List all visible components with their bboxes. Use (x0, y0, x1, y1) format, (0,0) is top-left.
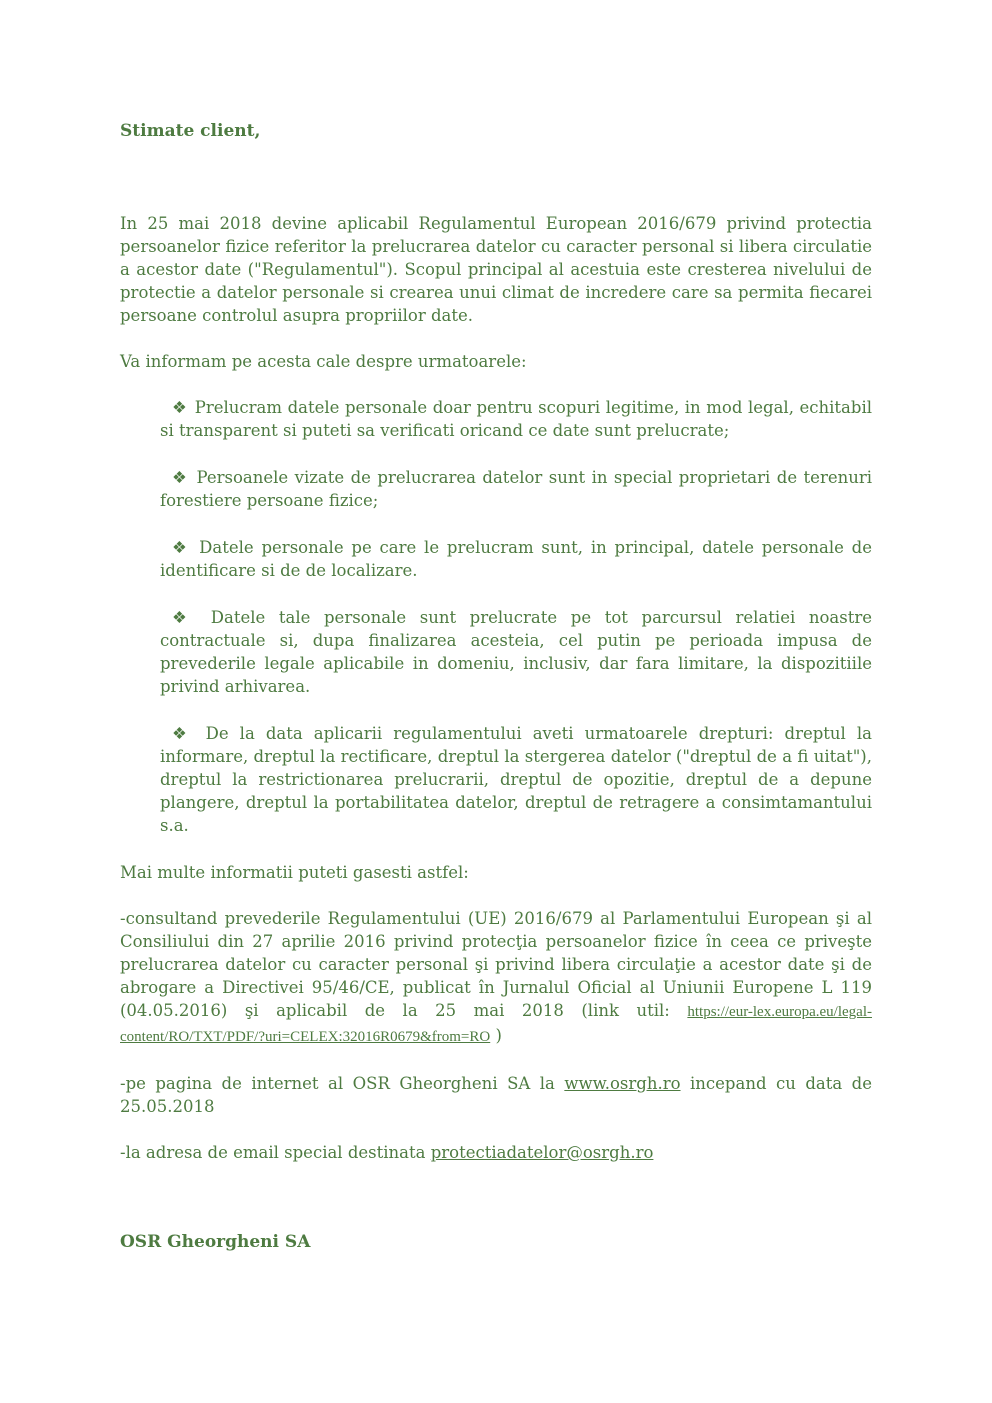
info-website-after: incepand cu data de 25.05.2018 (120, 1074, 872, 1116)
bullet-item-rights (160, 722, 872, 837)
protection-email-link[interactable]: protectiadatelor@osrgh.ro (430, 1143, 654, 1162)
diamond-bullet-icon: ❖ (172, 724, 195, 743)
intro-paragraph: In 25 mai 2018 devine aplicabil Regulamentul European 2016/679 privind protectia persoanelor fizice referitor la prelucrarea datelor cu caracter personal si libera circulatie a acestor date ("Regulamentul"). Scopul principal al acestuia este cresterea nivelului de protectie a datelor personale si crearea unui climat de incredere care sa permita fiecarei persoane controlul asupra propriilor date. (120, 214, 872, 325)
bullet-text: Prelucram datele personale doar pentru scopuri legitime, in mod legal, echitabil si transparent si puteti sa verificati oricand ce date sunt prelucrate; (160, 398, 873, 440)
bullet-list (120, 396, 872, 837)
diamond-bullet-icon: ❖ (172, 608, 198, 627)
bullet-item-processing (160, 396, 872, 442)
bullet-text: Datele tale personale sunt prelucrate pe tot parcursul relatiei noastre contractuale si, dupa finalizarea acesteia, cel putin pe perioada impusa de prevederile legale aplicabile in domeniu, inclusiv, dar fara limitare, la dispozitiile privind arhivarea. (160, 608, 872, 696)
more-info-lead: Mai multe informatii puteti gasesti astfel: (120, 863, 469, 882)
bullet-item-retention (160, 606, 872, 698)
eurlex-regulation-link[interactable]: https://eur-lex.europa.eu/legal-content/RO/TXT/PDF/?uri=CELEX:32016R0679&from=RO (120, 1004, 872, 1045)
lead-in-line: Va informam pe acesta cale despre urmatoarele: (120, 352, 527, 371)
bullet-text: Persoanele vizate de prelucrarea datelor sunt in special proprietari de terenuri forestiere persoane fizice; (160, 468, 873, 510)
info-email-paragraph (120, 1141, 872, 1164)
info-website-text: -pe pagina de internet al OSR Gheorgheni SA la (120, 1074, 565, 1093)
info-regulation-paragraph (120, 907, 872, 1049)
salutation: Stimate client, (120, 121, 261, 141)
osrgh-website-link[interactable]: www.osrgh.ro (564, 1074, 681, 1093)
info-regulation-closing: ) (490, 1026, 502, 1045)
bullet-text: Datele personale pe care le prelucram sunt, in principal, datele personale de identificare si de de localizare. (160, 538, 873, 580)
bullet-item-subjects (160, 466, 872, 512)
info-website-paragraph (120, 1072, 872, 1118)
diamond-bullet-icon: ❖ (172, 538, 192, 557)
diamond-bullet-icon: ❖ (172, 398, 190, 417)
signature: OSR Gheorgheni SA (120, 1232, 311, 1252)
bullet-text: De la data aplicarii regulamentului aveti urmatoarele drepturi: dreptul la informare, dreptul la rectificare, dreptul la stergerea datelor ("dreptul de a fi uitat"), dreptul la restrictionarea prelucrarii, dreptul de opozitie, dreptul de a depune plangere, dreptul la portabilitatea datelor, dreptul de retragere a consimtamantului s.a. (160, 724, 872, 835)
info-regulation-text: -consultand prevederile Regulamentului (UE) 2016/679 al Parlamentului European şi al Consiliului din 27 aprilie 2016 privind protecţia persoanelor fizice în ceea ce priveşte prelucrarea datelor cu caracter personal şi privind libera circulaţie a acestor date şi de abrogare a Directivei 95/46/CE, publicat în Jurnalul Oficial al Uniunii Europene L 119 (04.05.2016) şi aplicabil de la 25 mai 2018 (link util: (120, 909, 872, 1020)
info-email-text: -la adresa de email special destinata (120, 1143, 431, 1162)
diamond-bullet-icon: ❖ (172, 468, 191, 487)
bullet-item-data-types (160, 536, 872, 582)
